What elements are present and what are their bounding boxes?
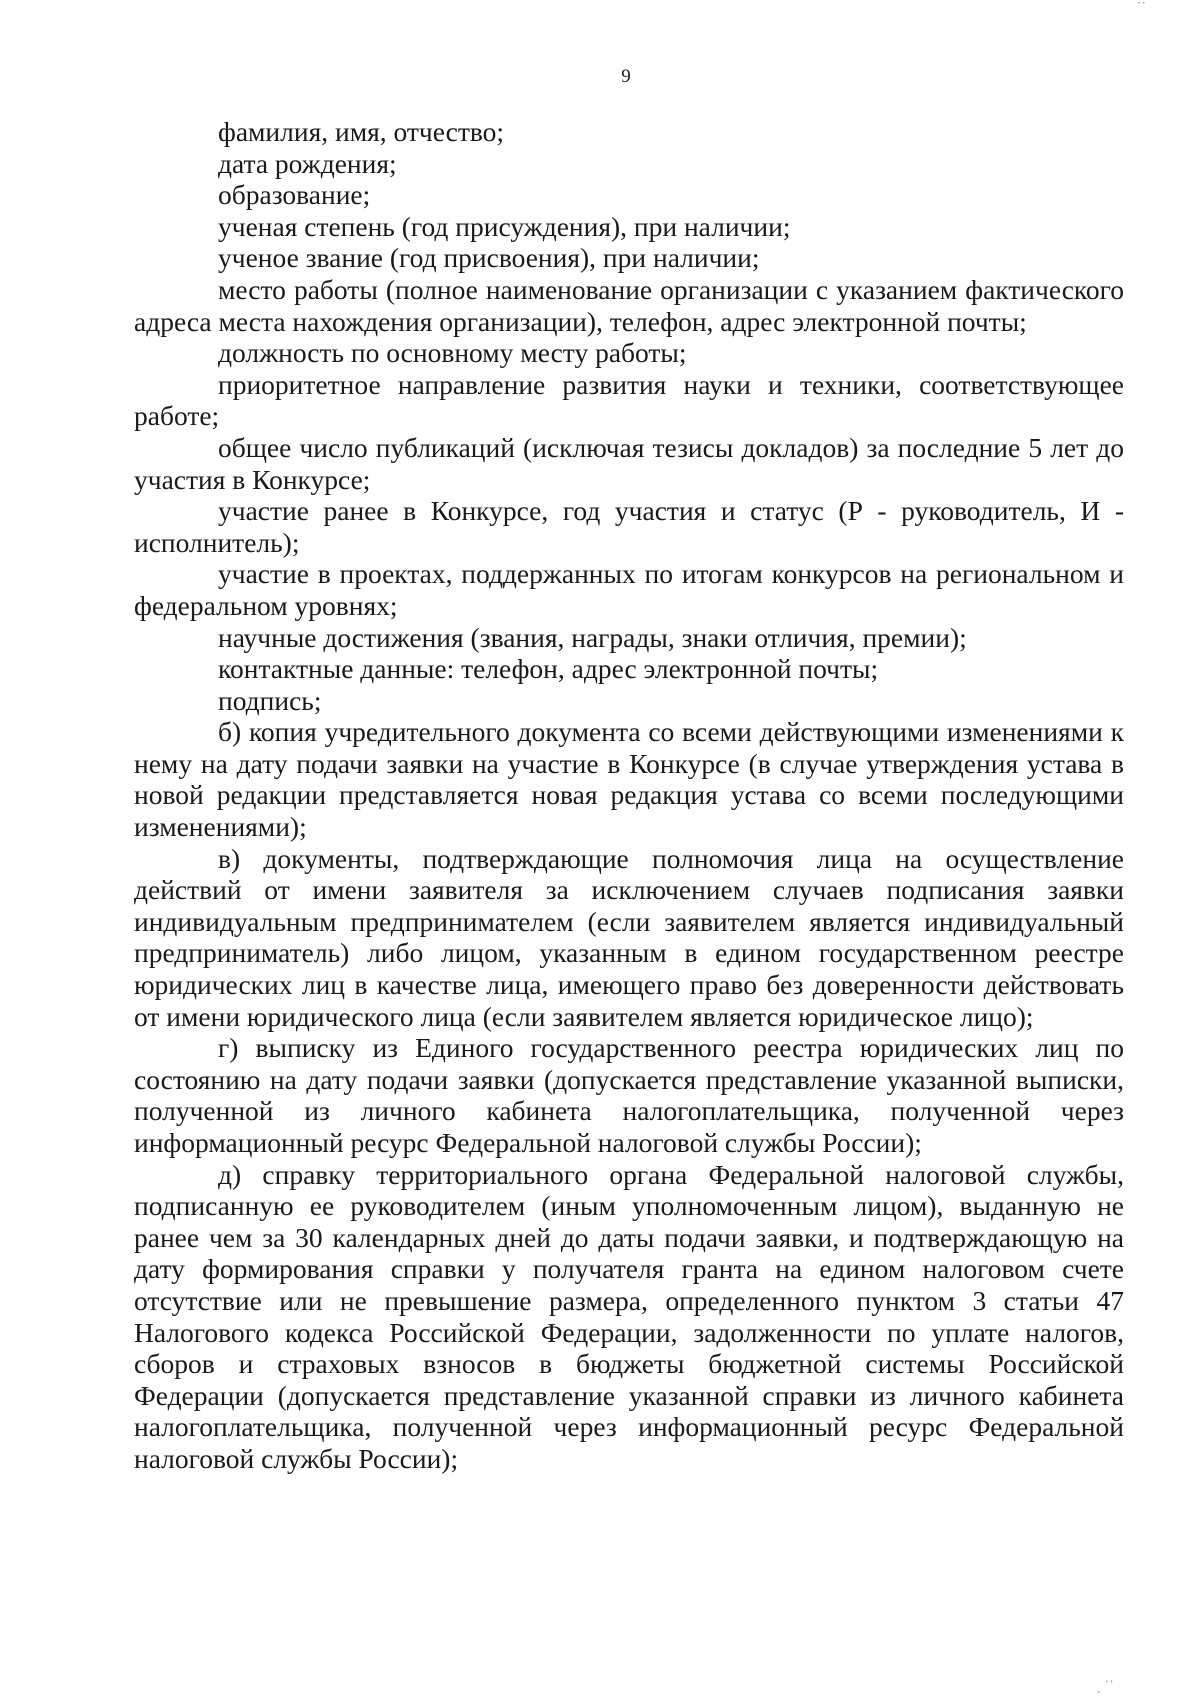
paragraph: в) документы, подтверждающие полномочия лица на осуществление действий от имени заявителя за исключением случаев подписания заявки индивидуальным предпринимателем (если заявителем является индивидуальный предприниматель) либо лицом, указанным в едином государственном реестре юридических лиц в качестве лица, имеющего право без доверенности действовать от имени юридического лица (если заявителем является юридическое лицо);	[134, 842, 1124, 1032]
paragraph: б) копия учредительного документа со всеми действующими изменениями к нему на дату подачи заявки на участие в Конкурсе (в случае утверждения устава в новой редакции представляется новая редакция устава со всеми последующими изменениями);	[134, 716, 1124, 843]
paragraph: ученая степень (год присуждения), при наличии;	[218, 210, 791, 242]
paragraph: приоритетное направление развития науки и техники, соответствующее работе;	[134, 368, 1124, 432]
paragraph: участие ранее в Конкурсе, год участия и статус (Р - руководитель, И - исполнитель);	[134, 495, 1124, 558]
scan-edge-mark: ˙˙	[1136, 0, 1146, 15]
page-number: 9	[621, 66, 631, 87]
paragraph: подпись;	[218, 684, 322, 716]
paragraph: фамилия, имя, отчество;	[218, 116, 505, 147]
paragraph: место работы (полное наименование организации с указанием фактического адреса места нахождения организации), телефон, адрес электронной почты;	[134, 273, 1124, 337]
paragraph: д) справку территориального органа Федеральной налоговой службы, подписанную ее руководителем (иным уполномоченным лицом), выданную не ранее чем за 30 календарных дней до даты подачи заявки, и подтверждающую на дату формирования справки у получателя гранта на едином налоговом счете отсутствие или не превышение размера, определенного пунктом 3 статьи 47 Налогового кодекса Российской Федерации, задолженности по уплате налогов, сборов и страховых взносов в бюджеты бюджетной системы Российской Федерации (допускается представление указанной справки из личного кабинета налогоплательщика, полученной через информационный ресурс Федеральной налоговой службы России);	[134, 1158, 1124, 1474]
paragraph: контактные данные: телефон, адрес электронной почты;	[218, 653, 879, 685]
scan-edge-mark: ˌ ˈˈ	[1096, 1679, 1114, 1694]
paragraph: общее число публикаций (исключая тезисы докладов) за последние 5 лет до участия в Конкурсе;	[134, 431, 1124, 495]
paragraph: образование;	[218, 179, 371, 211]
paragraph: научные достижения (звания, награды, знаки отличия, премии);	[218, 621, 967, 653]
paragraph: г) выписку из Единого государственного реестра юридических лиц по состоянию на дату подачи заявки (допускается представление указанной выписки, полученной из личного кабинета налогоплательщика, полученной через информационный ресурс Федеральной налоговой службы России);	[134, 1032, 1124, 1158]
document-body	[134, 116, 1124, 1475]
paragraph: ученое звание (год присвоения), при наличии;	[218, 242, 760, 274]
paragraph: участие в проектах, поддержанных по итогам конкурсов на региональном и федеральном уровнях;	[134, 558, 1124, 621]
paragraph: дата рождения;	[218, 147, 397, 179]
paragraph: должность по основному месту работы;	[218, 337, 687, 369]
